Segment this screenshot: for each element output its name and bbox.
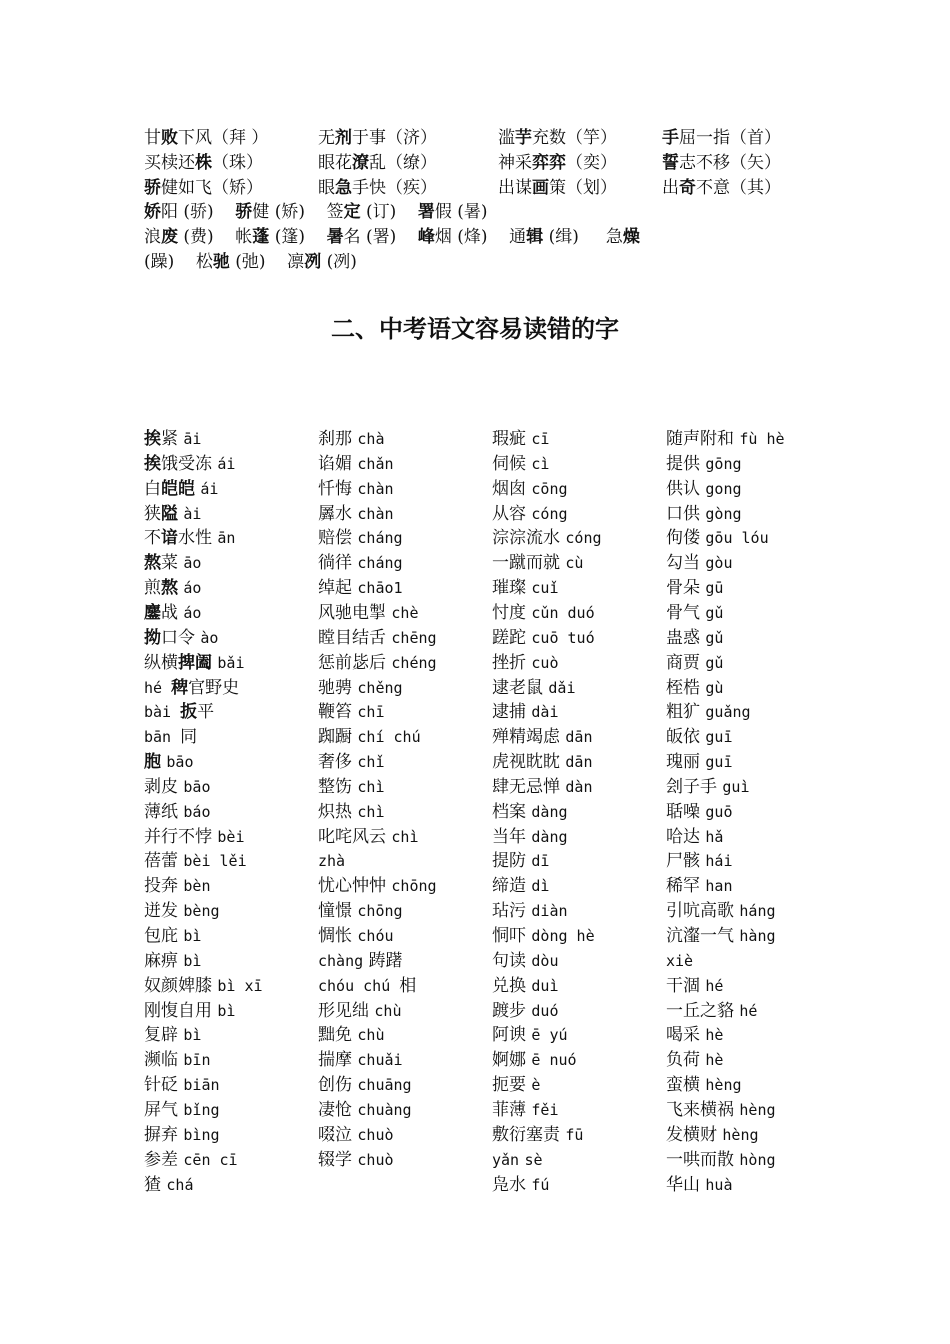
- word-entry: 尸骸 hái: [666, 851, 733, 872]
- correction-item: 出奇不意（其）: [662, 178, 781, 198]
- word-entry: 档案 dàng: [492, 801, 568, 822]
- word-entry: 粗犷 guǎng: [666, 702, 751, 723]
- word-entry: 随声附和 fù hè: [666, 429, 785, 449]
- word-entry: 创伤 chuāng: [318, 1075, 412, 1096]
- word-entry: 华山 huà: [666, 1174, 733, 1195]
- word-entry: 佝偻 gōu lóu: [666, 528, 769, 549]
- word-entry: 婀娜 ē nuó: [492, 1050, 577, 1071]
- word-entry: 炽热 chì: [318, 801, 385, 822]
- word-entry: yǎn sè: [492, 1150, 543, 1169]
- word-entry: 骨气 gǔ: [666, 602, 724, 623]
- word-entry: 负荷 hè: [666, 1050, 724, 1071]
- word-entry: 熬菜 āo: [144, 553, 202, 574]
- word-entry: 阿谀 ē yú: [492, 1025, 568, 1046]
- word-entry: 飞来横祸 hèng: [666, 1099, 776, 1120]
- word-entry: 蓓蕾 bèi lěi: [144, 851, 247, 872]
- word-entry: 踱步 duó: [492, 1000, 559, 1021]
- section-title: 二、中考语文容易读错的字: [331, 315, 619, 343]
- word-entry: 奴颜婢膝 bì xī: [144, 975, 263, 996]
- correction-item: 骄健如飞（矫）: [144, 178, 263, 198]
- word-entry: bān 同: [144, 727, 198, 748]
- correction-item: 买椟还株（珠）: [144, 153, 263, 173]
- word-entry: 从容 cóng: [492, 503, 568, 524]
- correction-line: 浪废 (费) 帐蓬 (篷) 暑名 (署) 峰烟 (烽) 通辑 (缉) 急燥: [144, 227, 640, 247]
- word-entry: 聒噪 guō: [666, 801, 733, 822]
- word-entry: 凫水 fú: [492, 1174, 550, 1195]
- word-entry: 挨饿受冻 ái: [144, 453, 236, 474]
- word-entry: 哈达 hǎ: [666, 826, 724, 847]
- word-entry: 濒临 bīn: [144, 1050, 211, 1071]
- word-entry: xiè: [666, 951, 694, 970]
- word-entry: 挨紧 āi: [144, 429, 202, 449]
- word-entry: 谄媚 chǎn: [318, 453, 394, 474]
- word-entry: 叱咤风云 chì: [318, 826, 419, 847]
- word-entry: 敷衍塞责 fū: [492, 1124, 584, 1145]
- word-entry: 供认 gong: [666, 478, 742, 499]
- word-entry: 啜泣 chuò: [318, 1124, 394, 1145]
- word-entry: 辍学 chuò: [318, 1149, 394, 1170]
- word-entry: 黜免 chù: [318, 1025, 385, 1046]
- word-entry: 挫折 cuò: [492, 652, 559, 673]
- word-entry: 喝采 hè: [666, 1025, 724, 1046]
- word-entry: 白皑皑 ái: [144, 478, 219, 499]
- word-entry: 煎熬 áo: [144, 578, 202, 599]
- word-entry: 一蹴而就 cù: [492, 553, 584, 574]
- word-entry: 惩前毖后 chéng: [318, 652, 437, 673]
- word-entry: 迸发 bèng: [144, 901, 220, 922]
- word-entry: 剥皮 bāo: [144, 776, 211, 797]
- word-entry: chóu chú 相: [318, 975, 417, 996]
- word-entry: 胞 bāo: [144, 752, 194, 773]
- word-entry: 刹那 chà: [318, 429, 385, 449]
- word-entry: 瑰丽 guī: [666, 752, 733, 773]
- word-entry: 薄纸 báo: [144, 801, 211, 822]
- correction-item: 无剂于事（济）: [318, 128, 437, 148]
- word-entry: 不谙水性 ān: [144, 528, 236, 549]
- word-entry: 投奔 bèn: [144, 876, 211, 897]
- word-entry: 逮老鼠 dǎi: [492, 677, 576, 698]
- correction-item: 誓志不移（矢）: [662, 153, 781, 173]
- word-entry: 奢侈 chǐ: [318, 752, 385, 773]
- word-entry: 驰骋 chěng: [318, 677, 403, 698]
- word-entry: 徜徉 cháng: [318, 553, 403, 574]
- word-entry: 兑换 duì: [492, 975, 559, 996]
- word-entry: 提防 dī: [492, 851, 550, 872]
- word-entry: 拗口令 ào: [144, 627, 219, 648]
- word-entry: 扼要 è: [492, 1075, 541, 1096]
- word-entry: 麻痹 bì: [144, 950, 202, 971]
- word-entry: hé 稗官野史: [144, 677, 240, 698]
- word-entry: 鞭笞 chī: [318, 702, 385, 723]
- word-entry: 提供 gōng: [666, 453, 742, 474]
- word-entry: 当年 dàng: [492, 826, 568, 847]
- word-entry: 包庇 bì: [144, 926, 202, 946]
- correction-item: 眼花潦乱（缭）: [318, 153, 437, 173]
- word-entry: 绰起 chāo1: [318, 578, 403, 599]
- word-entry: 狭隘 ài: [144, 503, 202, 524]
- word-entry: 菲薄 fěi: [492, 1099, 559, 1120]
- word-entry: 刽子手 guì: [666, 776, 750, 797]
- word-entry: 蛊惑 gǔ: [666, 627, 724, 648]
- correction-item: 甘败下风（拜 ）: [144, 128, 269, 148]
- word-entry: 璀璨 cuǐ: [492, 578, 559, 599]
- word-entry: 殚精竭虑 dān: [492, 727, 593, 748]
- word-entry: 一丘之貉 hé: [666, 1000, 758, 1021]
- word-entry: 羼水 chàn: [318, 503, 394, 524]
- word-entry: 瞠目结舌 chēng: [318, 627, 437, 648]
- word-entry: 皈依 guī: [666, 727, 733, 748]
- word-entry: 忏悔 chàn: [318, 478, 394, 499]
- word-entry: 烟囱 cōng: [492, 478, 568, 499]
- word-entry: 揣摩 chuǎi: [318, 1050, 403, 1071]
- word-entry: 踟蹰 chí chú: [318, 727, 421, 748]
- word-entry: 玷污 diàn: [492, 901, 568, 922]
- word-entry: 纵横捭阖 bǎi: [144, 652, 245, 673]
- word-entry: 淙淙流水 cóng: [492, 528, 602, 549]
- word-entry: 形见绌 chù: [318, 1000, 402, 1021]
- correction-item: 神采弈弈（奕）: [498, 153, 617, 173]
- correction-line: 娇阳 (骄) 骄健 (矫) 签定 (订) 署假 (暑): [144, 202, 488, 222]
- word-entry: 风驰电掣 chè: [318, 602, 419, 623]
- word-entry: 肆无忌惮 dàn: [492, 776, 593, 797]
- word-entry: 句读 dòu: [492, 950, 559, 971]
- word-entry: 缔造 dì: [492, 876, 550, 897]
- word-entry: 逮捕 dài: [492, 702, 559, 723]
- word-entry: 蹉跎 cuō tuó: [492, 627, 595, 648]
- word-entry: 沆瀣一气 hàng: [666, 926, 776, 946]
- correction-item: 出谋画策（划）: [498, 178, 617, 198]
- word-entry: 忧心忡忡 chōng: [318, 876, 437, 897]
- word-entry: 恫吓 dòng hè: [492, 926, 595, 946]
- word-entry: 瑕疵 cī: [492, 429, 550, 449]
- word-entry: 赔偿 cháng: [318, 528, 403, 549]
- word-entry: 伺候 cì: [492, 453, 550, 474]
- word-entry: 整饬 chì: [318, 776, 385, 797]
- word-entry: 忖度 cǔn duó: [492, 602, 595, 623]
- word-entry: 商贾 gǔ: [666, 652, 724, 673]
- word-entry: 刚愎自用 bì: [144, 1000, 236, 1021]
- word-entry: 参差 cēn cī: [144, 1149, 238, 1170]
- word-entry: 憧憬 chōng: [318, 901, 403, 922]
- word-entry: 干涸 hé: [666, 975, 724, 996]
- word-entry: 蛮横 hèng: [666, 1075, 742, 1096]
- word-entry: bài 扳平: [144, 702, 215, 723]
- word-entry: 屏气 bǐng: [144, 1099, 220, 1120]
- correction-line: (躁) 松驰 (弛) 凛冽 (冽): [144, 252, 357, 272]
- word-entry: zhà: [318, 852, 346, 871]
- word-entry: 复辟 bì: [144, 1025, 202, 1046]
- correction-item: 眼急手快（疾）: [318, 178, 437, 198]
- correction-item: 手屈一指（首）: [662, 128, 781, 148]
- word-entry: 稀罕 han: [666, 876, 733, 897]
- word-entry: 鏖战 áo: [144, 602, 202, 623]
- word-entry: chàng 踌躇: [318, 950, 403, 971]
- word-entry: 猹 chá: [144, 1174, 194, 1195]
- word-entry: 并行不悖 bèi: [144, 826, 245, 847]
- word-entry: 发横财 hèng: [666, 1124, 759, 1145]
- word-entry: 凄怆 chuàng: [318, 1099, 412, 1120]
- correction-item: 滥芋充数（竽）: [498, 128, 617, 148]
- word-entry: 一哄而散 hòng: [666, 1149, 776, 1170]
- word-entry: 骨朵 gū: [666, 578, 724, 599]
- word-entry: 虎视眈眈 dān: [492, 752, 593, 773]
- word-entry: 摒弃 bìng: [144, 1124, 220, 1145]
- word-entry: 惆怅 chóu: [318, 926, 394, 946]
- word-entry: 勾当 gòu: [666, 553, 733, 574]
- word-entry: 引吭高歌 háng: [666, 901, 776, 922]
- word-entry: 针砭 biān: [144, 1075, 220, 1096]
- word-entry: 桎梏 gù: [666, 677, 724, 698]
- word-entry: 口供 gòng: [666, 503, 742, 524]
